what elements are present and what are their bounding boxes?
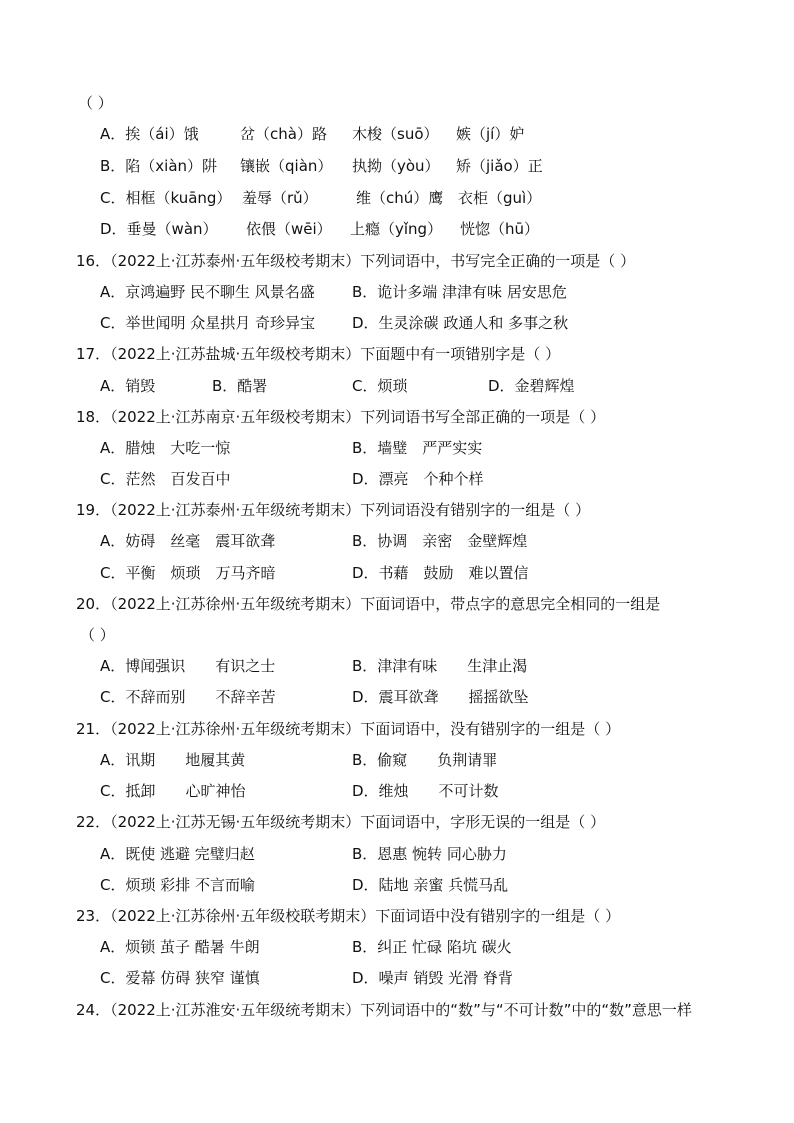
q15-c-4: 衣柜（guì） bbox=[458, 189, 542, 207]
q21-option-c: C．抵卸 心旷神怡 bbox=[100, 782, 246, 800]
q15-b-4: 矫（jiǎo）正 bbox=[456, 157, 543, 175]
q20-option-c: C．不辞而别 不辞辛苦 bbox=[100, 688, 276, 706]
q16-option-c: C．举世闻明 众星拱月 奇珍异宝 bbox=[100, 314, 316, 332]
q18-option-c: C．茫然 百发百中 bbox=[100, 470, 231, 488]
q22-option-a: A．既使 逃避 完璧归赵 bbox=[100, 845, 255, 863]
q15-d-1: D．垂曼（wàn） bbox=[100, 220, 218, 238]
q16-option-d: D．生灵涂碳 政通人和 多事之秋 bbox=[352, 314, 569, 332]
q17-stem: 17．（2022上·江苏盐城·五年级校考期末）下面题中有一项错别字是（ ） bbox=[76, 345, 561, 363]
q16-stem: 16．（2022上·江苏泰州·五年级校考期末）下列词语中，书写完全正确的一项是（ ） bbox=[76, 252, 636, 270]
q22-stem: 22．（2022上·江苏无锡·五年级统考期末）下面词语中，字形无误的一组是（ ） bbox=[76, 813, 606, 831]
q16-option-b: B．诡计多端 津津有味 居安思危 bbox=[352, 283, 567, 301]
q20-option-d: D．震耳欲聋 摇摇欲坠 bbox=[352, 688, 529, 706]
q16-option-a: A．京鸿遍野 民不聊生 风景名盛 bbox=[100, 283, 315, 301]
q21-option-d: D．维烛 不可计数 bbox=[352, 782, 499, 800]
q19-option-a: A．妨碍 丝毫 震耳欲聋 bbox=[100, 532, 276, 550]
q23-option-d: D．噪声 销毁 光滑 脊背 bbox=[352, 969, 513, 987]
q17-option-c: C．烦琐 bbox=[352, 377, 408, 395]
q15-a-4: 嫉（jí）妒 bbox=[456, 125, 525, 143]
q15-d-4: 恍惚（hū） bbox=[460, 220, 540, 238]
q22-option-d: D．陆地 亲蜜 兵慌马乱 bbox=[352, 876, 509, 894]
q20-answer-paren: （ ） bbox=[80, 626, 115, 644]
q22-option-c: C．烦琐 彩排 不言而喻 bbox=[100, 876, 256, 894]
q15-a-3: 木梭（suō） bbox=[352, 125, 439, 143]
q18-option-a: A．腊烛 大吃一惊 bbox=[100, 439, 231, 457]
q18-option-d: D．漂亮 个种个样 bbox=[352, 470, 484, 488]
q15-d-2: 依偎（wēi） bbox=[246, 220, 332, 238]
q15-b-3: 执拗（yòu） bbox=[352, 157, 440, 175]
q15-c-2: 羞辱（rǔ） bbox=[242, 189, 318, 207]
q23-stem: 23．（2022上·江苏徐州·五年级校联考期末）下面词语中没有错别字的一组是（ ） bbox=[76, 907, 621, 925]
q15-b-1: B．陷（xiàn）阱 bbox=[100, 157, 218, 175]
q21-option-b: B．偷窥 负荆请罪 bbox=[352, 751, 498, 769]
q22-option-b: B．恩惠 惋转 同心胁力 bbox=[352, 845, 507, 863]
q18-stem: 18．（2022上·江苏南京·五年级校考期末）下列词语书写全部正确的一项是（ ） bbox=[76, 408, 606, 426]
q21-stem: 21．（2022上·江苏徐州·五年级统考期末）下面词语中，没有错别字的一组是（ ） bbox=[76, 720, 621, 738]
q15-c-1: C．相框（kuāng） bbox=[100, 189, 232, 207]
q17-option-d: D．金碧辉煌 bbox=[488, 377, 575, 395]
q15-answer-paren: （ ） bbox=[78, 94, 113, 112]
q20-stem: 20．（2022上·江苏徐州·五年级统考期末）下面词语中，带点字的意思完全相同的一组是 bbox=[76, 595, 661, 613]
q20-option-a: A．博闻强识 有识之士 bbox=[100, 657, 276, 675]
q19-option-b: B．协调 亲密 金壁辉煌 bbox=[352, 532, 528, 550]
q19-option-d: D．书藉 鼓励 难以置信 bbox=[352, 564, 529, 582]
q15-c-3: 维（chú）鹰 bbox=[356, 189, 444, 207]
q21-option-a: A．讯期 地履其黄 bbox=[100, 751, 246, 769]
q23-option-c: C．爱幕 仿碍 狭窄 谨慎 bbox=[100, 969, 260, 987]
q15-d-3: 上瘾（yǐng） bbox=[350, 220, 443, 238]
q19-stem: 19．（2022上·江苏泰州·五年级统考期末）下列词语没有错别字的一组是（ ） bbox=[76, 501, 591, 519]
q23-option-b: B．纠正 忙碌 陷坑 碳火 bbox=[352, 938, 512, 956]
q19-option-c: C．平衡 烦琐 万马齐暗 bbox=[100, 564, 276, 582]
q24-stem: 24．（2022上·江苏淮安·五年级统考期末）下列词语中的“数”与“不可计数”中的“数”意思一样 bbox=[76, 1001, 692, 1019]
q17-option-a: A．销毁 bbox=[100, 377, 156, 395]
q15-a-2: 岔（chà）路 bbox=[240, 125, 327, 143]
q17-option-b: B．酷署 bbox=[212, 377, 268, 395]
q18-option-b: B．墙璧 严严实实 bbox=[352, 439, 483, 457]
q20-option-b: B．津津有味 生津止渴 bbox=[352, 657, 528, 675]
q15-a-1: A．挨（ái）饿 bbox=[100, 125, 199, 143]
q15-b-2: 镶嵌（qiàn） bbox=[240, 157, 333, 175]
q23-option-a: A．烦锁 茧子 酷暑 牛朗 bbox=[100, 938, 260, 956]
